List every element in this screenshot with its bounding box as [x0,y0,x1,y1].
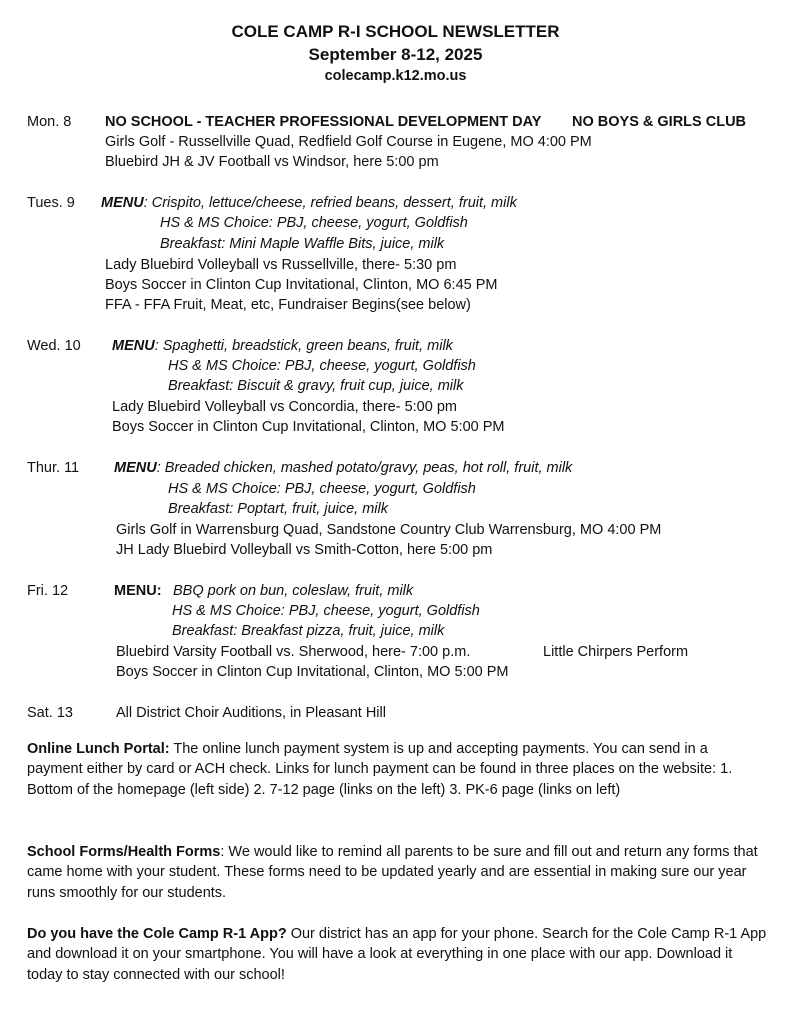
breakfast-wed: Breakfast: Biscuit & gravy, fruit cup, juice, milk [168,378,464,394]
newsletter-website: colecamp.k12.mo.us [324,68,467,84]
menu-text-fri: BBQ pork on bun, coleslaw, fruit, milk [173,583,414,599]
event-fri-1-extra: Little Chirpers Perform [543,644,689,660]
breakfast-thu: Breakfast: Poptart, fruit, juice, milk [168,501,388,517]
event-mon-2: Bluebird JH & JV Football vs Windsor, here 5:00 pm [105,154,439,170]
menu-tue [101,193,517,213]
event-thu-2: JH Lady Bluebird Volleyball vs Smith-Cotton, here 5:00 pm [116,542,493,558]
school-forms-text: : We would like to remind all parents to be sure and fill out and return any forms that came home with your student. These forms need to be updated yearly and are essential in making sure our year runs smoothly for our students. [27,844,758,901]
school-forms-title: School Forms/Health Forms [27,844,221,860]
choice-tue: HS & MS Choice: PBJ, cheese, yogurt, Goldfish [160,215,468,231]
menu-label-wed: MENU [112,338,155,354]
newsletter-title: COLE CAMP R-I SCHOOL NEWSLETTER [231,22,560,41]
event-tue-1: Lady Bluebird Volleyball vs Russellville, there- 5:30 pm [105,257,457,273]
menu-thu [114,458,572,478]
app-notice-title: Do you have the Cole Camp R-1 App? [27,926,287,942]
lunch-portal-title: Online Lunch Portal: [27,741,170,757]
event-wed-2: Boys Soccer in Clinton Cup Invitational, Clinton, MO 5:00 PM [112,419,505,435]
day-label-mon: Mon. 8 [27,114,72,130]
day-label-thu: Thur. 11 [27,460,80,476]
event-mon-1: Girls Golf - Russellville Quad, Redfield Golf Course in Eugene, MO 4:00 PM [105,134,592,150]
app-notice [27,924,767,985]
day-label-tue: Tues. 9 [27,195,75,211]
day-label-fri: Fri. 12 [27,583,69,599]
school-forms-notice [27,842,767,903]
newsletter-dates: September 8-12, 2025 [308,45,483,64]
event-tue-2: Boys Soccer in Clinton Cup Invitational, Clinton, MO 6:45 PM [105,277,498,293]
event-wed-1: Lady Bluebird Volleyball vs Concordia, there- 5:00 pm [112,399,457,415]
menu-text-wed: : Spaghetti, breadstick, green beans, fruit, milk [154,338,453,354]
event-sat: All District Choir Auditions, in Pleasant Hill [116,705,386,721]
no-school-notice: NO SCHOOL - TEACHER PROFESSIONAL DEVELOPMENT DAY [105,114,542,130]
event-tue-3: FFA - FFA Fruit, Meat, etc, Fundraiser Begins(see below) [105,297,471,313]
app-notice-text: Our district has an app for your phone. Search for the Cole Camp R-1 App and download it on your smartphone. You will have a look at everything in one place with our app. Download it today to stay connected with our school! [27,926,767,983]
breakfast-fri: Breakfast: Breakfast pizza, fruit, juice, milk [172,623,445,639]
lunch-portal-notice [27,739,767,800]
menu-text-tue: : Crispito, lettuce/cheese, refried beans, dessert, fruit, milk [143,195,517,211]
menu-label-tue: MENU [101,195,144,211]
lunch-portal-text: The online lunch payment system is up and accepting payments. You can send in a payment either by card or ACH check. Links for lunch payment can be found in three places on the website: 1. Bottom of the homepage (left side) 2. 7-12 page (links on the left) 3. PK-6 page (links on left) [27,741,733,798]
event-thu-1: Girls Golf in Warrensburg Quad, Sandstone Country Club Warrensburg, MO 4:00 PM [116,522,662,538]
choice-wed: HS & MS Choice: PBJ, cheese, yogurt, Goldfish [168,358,476,374]
event-fri-2: Boys Soccer in Clinton Cup Invitational, Clinton, MO 5:00 PM [116,664,509,680]
event-fri-1: Bluebird Varsity Football vs. Sherwood, here- 7:00 p.m. [116,644,471,660]
day-label-sat: Sat. 13 [27,705,73,721]
choice-fri: HS & MS Choice: PBJ, cheese, yogurt, Goldfish [172,603,480,619]
menu-wed [112,336,453,356]
newsletter-header [0,20,791,87]
breakfast-tue: Breakfast: Mini Maple Waffle Bits, juice, milk [160,236,445,252]
no-club-notice: NO BOYS & GIRLS CLUB [572,114,747,130]
day-label-wed: Wed. 10 [27,338,81,354]
menu-text-thu: : Breaded chicken, mashed potato/gravy, peas, hot roll, fruit, milk [156,460,573,476]
menu-label-thu: MENU [114,460,157,476]
menu-label-fri: MENU: [114,583,162,599]
choice-thu: HS & MS Choice: PBJ, cheese, yogurt, Goldfish [168,481,476,497]
